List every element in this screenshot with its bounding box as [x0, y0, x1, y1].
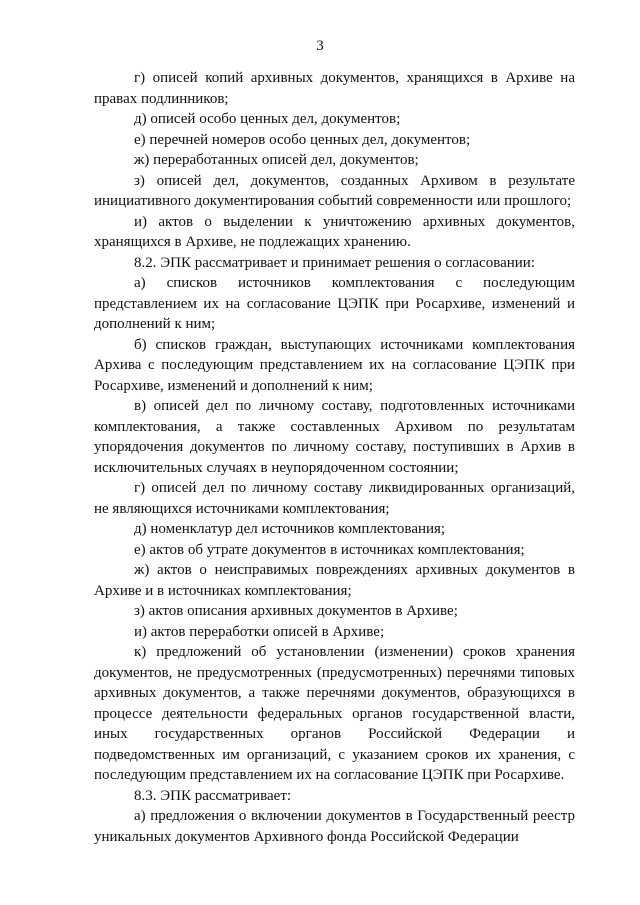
paragraph-z-initiative: з) описей дел, документов, созданных Архивом в результате инициативного документирования событий современности или прошлого; [94, 172, 575, 209]
paragraph-zh-damage: ж) актов о неисправимых повреждениях архивных документов в Архиве и в источниках комплектования; [94, 562, 575, 599]
paragraph-a-sources: а) списков источников комплектования с последующим представлением их на согласование ЦЭПК при Росархиве, изменений и дополнений к ним; [94, 275, 575, 332]
paragraph-e-lists: е) перечней номеров особо ценных дел, документов; [134, 131, 471, 148]
paragraph-k-terms: к) предложений об установлении (изменении) сроков хранения документов, не предусмотренных (предусмотренных) перечнями типовых архивных документов, а также перечнями документов, образующихся в процессе деятельности федеральных органов государственной власти, иных государственных органов Российской Федерации и подведомственных им организаций, с указанием сроков их хранения, с последующим представлением их на согласование ЦЭПК при Росархиве. [94, 644, 575, 783]
document-body [94, 68, 575, 847]
paragraph-z-description: з) актов описания архивных документов в Архиве; [134, 603, 458, 619]
paragraph-d-nomenclatures: д) номенклатур дел источников комплектования; [134, 521, 446, 537]
paragraph-d-valuable: д) описей особо ценных дел, документов; [134, 111, 401, 127]
paragraph-g-liquidated: г) описей дел по личному составу ликвидированных организаций, не являющихся источниками комплектования; [94, 480, 575, 517]
page-number: 3 [316, 38, 324, 54]
section-8-2-heading: 8.2. ЭПК рассматривает и принимает решения о согласовании: [134, 254, 536, 271]
section-8-3-heading: 8.3. ЭПК рассматривает: [134, 787, 292, 804]
paragraph-zh-reworked: ж) переработанных описей дел, документов; [134, 152, 419, 168]
paragraph-i-rework: и) актов переработки описей в Архиве; [134, 623, 385, 640]
paragraph-b-citizens: б) списков граждан, выступающих источниками комплектования Архива с последующим представлением их на согласование ЦЭПК при Росархиве, изменений и дополнений к ним; [94, 336, 575, 394]
paragraph-i-destruction: и) актов о выделении к уничтожению архивных документов, хранящихся в Архиве, не подлежащих хранению. [94, 213, 575, 250]
paragraph-g-copies: г) описей копий архивных документов, хранящихся в Архиве на правах подлинников; [94, 70, 575, 107]
paragraph-e-loss: е) актов об утрате документов в источниках комплектования; [134, 541, 525, 558]
paragraph-v-personnel: в) описей дел по личному составу, подготовленных источниками комплектования, а также составленных Архивом по результатам упорядочения документов по личному составу, поступивших в Архив в исключительных случаях в неупорядоченном состоянии; [94, 398, 575, 476]
paragraph-a-registry: а) предложения о включении документов в Государственный реестр уникальных документов Архивного фонда Российской Федерации [94, 808, 575, 845]
